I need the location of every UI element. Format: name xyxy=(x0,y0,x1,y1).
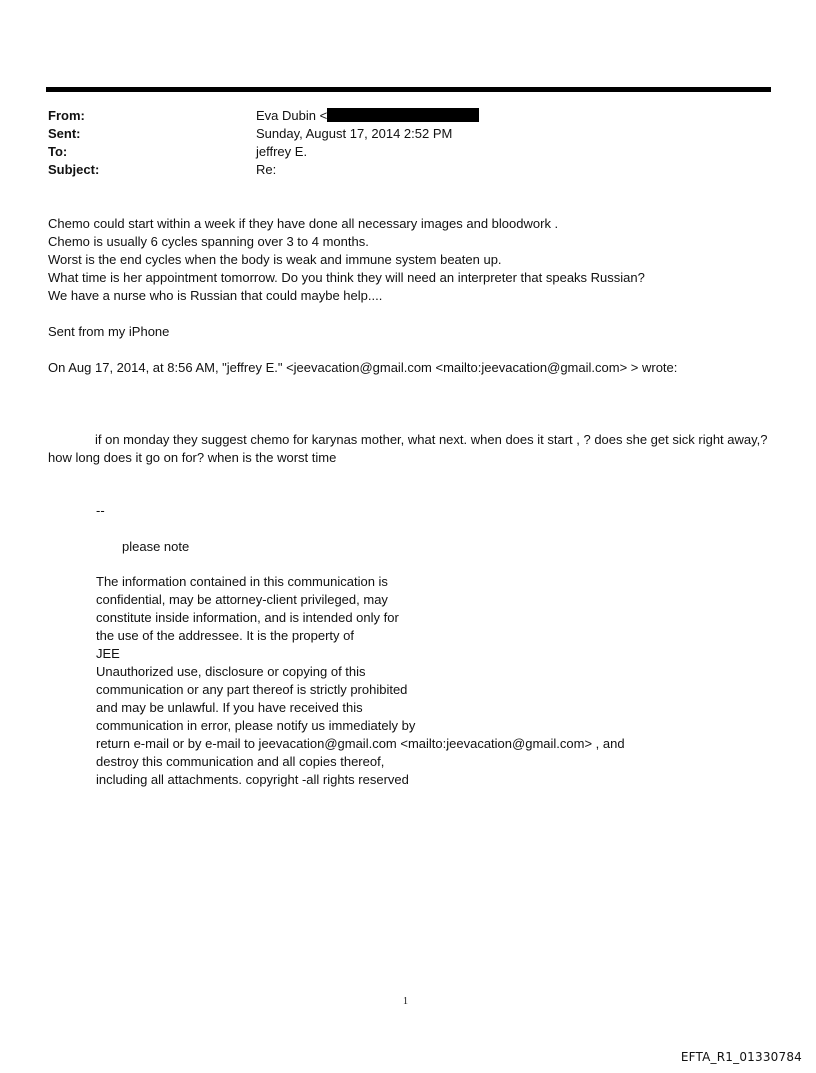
disclaimer-line: communication or any part thereof is strictly prohibited xyxy=(96,682,408,697)
disclaimer-line: confidential, may be attorney-client privileged, may xyxy=(96,592,388,607)
sent-label: Sent: xyxy=(48,126,81,141)
from-sender: Eva Dubin < xyxy=(256,108,328,123)
redaction-bar xyxy=(327,108,479,122)
disclaimer-line: The information contained in this communication is xyxy=(96,574,388,589)
disclaimer-line: including all attachments. copyright -all rights reserved xyxy=(96,772,409,787)
disclaimer-line: JEE xyxy=(96,646,120,661)
sent-from-signature: Sent from my iPhone xyxy=(48,324,170,339)
disclaimer-line: constitute inside information, and is intended only for xyxy=(96,610,399,625)
reply-header: On Aug 17, 2014, at 8:56 AM, "jeffrey E." <jeevacation@gmail.com <mailto:jeevacation@gmail.com> > wrote: xyxy=(48,360,678,375)
header-divider xyxy=(46,87,771,92)
body-line: Chemo is usually 6 cycles spanning over 3 to 4 months. xyxy=(48,234,369,249)
body-line: What time is her appointment tomorrow. Do you think they will need an interpreter that speaks Russian? xyxy=(48,270,645,285)
bates-number: EFTA_R1_01330784 xyxy=(680,1050,802,1064)
quoted-message: if on monday they suggest chemo for karynas mother, what next. when does it start , ? does she get sick right away,? how long does it go on for? when is the worst time xyxy=(48,432,768,465)
disclaimer-line: return e-mail or by e-mail to jeevacation@gmail.com <mailto:jeevacation@gmail.com> , and xyxy=(96,736,625,751)
to-label: To: xyxy=(48,144,68,159)
from-value xyxy=(256,107,479,125)
please-note: please note xyxy=(122,539,190,554)
subject-value: Re: xyxy=(256,162,277,177)
disclaimer-line: and may be unlawful. If you have received this xyxy=(96,700,363,715)
sent-value: Sunday, August 17, 2014 2:52 PM xyxy=(256,126,453,141)
body-line: Worst is the end cycles when the body is weak and immune system beaten up. xyxy=(48,252,502,267)
disclaimer-line: communication in error, please notify us immediately by xyxy=(96,718,416,733)
to-value: jeffrey E. xyxy=(256,144,308,159)
page-number: 1 xyxy=(403,996,408,1007)
disclaimer-line: destroy this communication and all copies thereof, xyxy=(96,754,385,769)
body-line: We have a nurse who is Russian that could maybe help.... xyxy=(48,288,383,303)
subject-label: Subject: xyxy=(48,162,100,177)
body-line: Chemo could start within a week if they have done all necessary images and bloodwork . xyxy=(48,216,559,231)
from-label: From: xyxy=(48,108,85,123)
disclaimer-line: the use of the addressee. It is the property of xyxy=(96,628,354,643)
signature-separator: -- xyxy=(96,503,105,518)
disclaimer-line: Unauthorized use, disclosure or copying of this xyxy=(96,664,366,679)
